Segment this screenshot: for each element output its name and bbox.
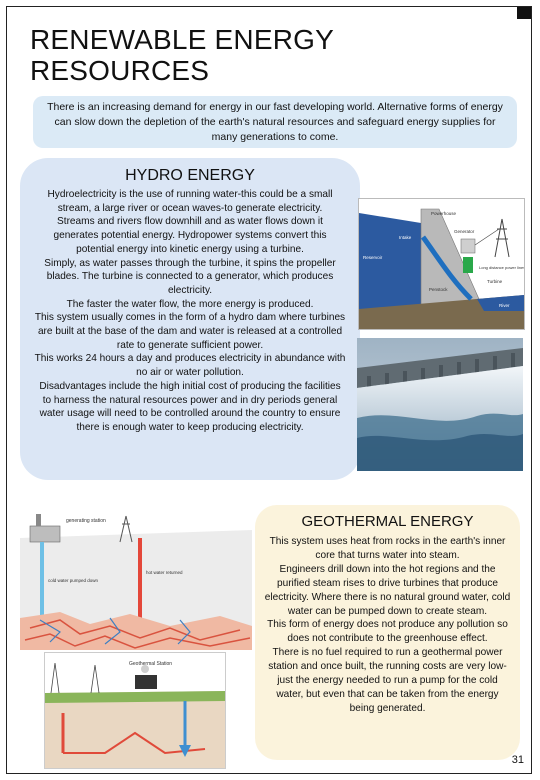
- geothermal-section: [255, 505, 520, 760]
- page-number: 31: [511, 754, 524, 766]
- generator-icon: [463, 257, 473, 273]
- hydro-body: [34, 188, 346, 435]
- label-cold-water: cold water pumped down: [48, 578, 99, 583]
- label-geothermal-station: Geothermal Station: [129, 661, 173, 667]
- hydro-diagram-svg: [359, 199, 524, 329]
- label-turbine: Turbine: [487, 279, 503, 284]
- label-generator: Generator: [454, 229, 475, 234]
- geothermal-diagram-station: [44, 652, 226, 769]
- geothermal-paragraph: Engineers drill down into the hot regions and the purified steam rises to drive turbines that produce electricity. Where there is no natural ground water, cold water can be pumped down to create steam.: [264, 563, 511, 617]
- label-generating-station: generating station: [66, 518, 106, 524]
- geothermal-body: [263, 535, 512, 716]
- geothermal-title: GEOTHERMAL ENERGY: [301, 513, 474, 530]
- hydro-paragraph: Hydroelectricity is the use of running water-this could be a small stream, a large river or ocean waves-to generate electricity.: [47, 189, 333, 214]
- geothermal-paragraph: This system uses heat from rocks in the earth's inner core that turns water into steam.: [269, 536, 506, 561]
- hydro-section: [20, 158, 360, 480]
- power-plant-icon: [30, 526, 60, 542]
- page-title: RENEWABLE ENERGY RESOURCES: [30, 24, 334, 86]
- label-intake: Intake: [399, 235, 412, 240]
- hydro-dam-diagram: [358, 198, 525, 330]
- hydro-paragraph: This system usually comes in the form of a hydro dam where turbines are built at the base of the dam and water is released at a controlled rate to generate sufficient power.: [34, 312, 346, 351]
- geothermal-diagram-cross-section: [20, 508, 252, 650]
- reservoir-water: [359, 213, 421, 309]
- label-reservoir: Reservoir: [363, 255, 383, 260]
- station-building-icon: [135, 675, 157, 689]
- corner-tab: [517, 7, 531, 19]
- dam-photo-svg: [357, 338, 523, 471]
- hydro-paragraph: Simply, as water passes through the turbine, it spins the propeller blades. The turbine is connected to a generator, which produces electricity.: [44, 257, 336, 296]
- intro-box: [33, 96, 517, 148]
- label-river: River: [499, 303, 510, 308]
- intro-text: There is an increasing demand for energy in our fast developing world. Alternative forms of energy can slow down the depletion of the earth's natural resources and safeguard energy supplies for many generations to come.: [47, 100, 503, 143]
- label-penstock: Penstock: [429, 287, 448, 292]
- dam-photo: [357, 338, 523, 471]
- hydro-paragraph: This works 24 hours a day and produces electricity in abundance with no air or water pollution.: [34, 353, 346, 379]
- geothermal-paragraph: There is no fuel required to run a geothermal power station and once built, the running costs are very low-just the energy needed to run a pump for the cold water, but even that can be taken from the energy being generated.: [268, 647, 507, 714]
- hydro-paragraph: Streams and rivers flow downhill and as water flows down it generates potential energy. Hydropower systems convert this potential energy into kinetic energy using a turbine.: [53, 216, 327, 255]
- hydro-title: HYDRO ENERGY: [125, 167, 255, 184]
- label-powerhouse: Powerhouse: [431, 211, 457, 216]
- label-long-distance: Long distance power lines: [479, 265, 524, 270]
- geo2-svg: [45, 653, 225, 768]
- hydro-paragraph: The faster the water flow, the more energy is produced.: [66, 298, 314, 310]
- hydro-paragraph: Disadvantages include the high initial cost of producing the facilities to harness the natural resources power and in dry periods general water usage will need to be controlled around the country to ensure there is enough water to keep producing electricity.: [39, 380, 341, 433]
- geothermal-paragraph: This form of energy does not produce any pollution so does not contribute to the greenhouse effect.: [267, 619, 508, 645]
- powerhouse-icon: [461, 239, 475, 253]
- label-hot-water: hot water returned: [146, 570, 183, 575]
- geo1-svg: [20, 508, 252, 650]
